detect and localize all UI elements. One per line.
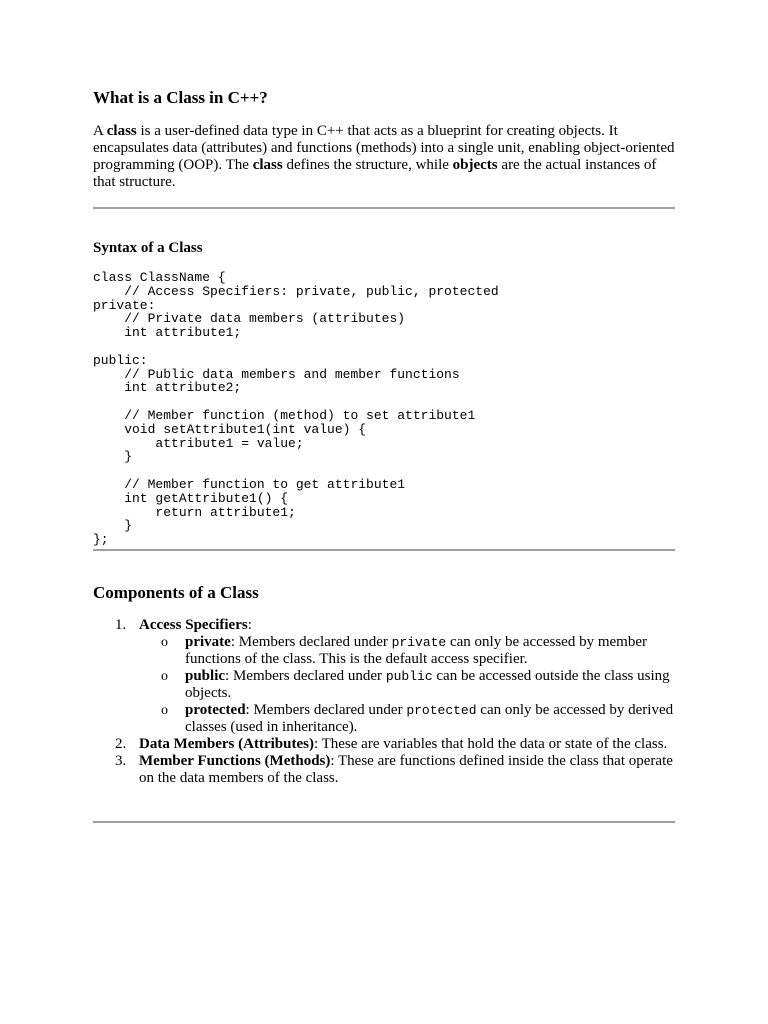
sub-item-term: protected: [185, 702, 246, 718]
list-item-term: Access Specifiers: [139, 617, 248, 633]
components-heading: Components of a Class: [93, 583, 259, 602]
divider-1: [93, 207, 675, 209]
sub-item-text: can only be accessed by member functions of the class. This is the default access specifier.: [185, 634, 647, 667]
inline-code: protected: [406, 703, 477, 718]
divider-3: [93, 821, 675, 823]
list-item-access-specifiers: [93, 617, 675, 634]
intro-bold-class-2: class: [252, 157, 283, 173]
circle-bullet-icon: o: [161, 635, 168, 650]
circle-bullet-icon: o: [161, 669, 168, 684]
page-title: What is a Class in C++?: [93, 88, 268, 107]
components-list: [93, 617, 675, 787]
intro-bold-class-1: class: [106, 123, 137, 139]
syntax-code-block: class ClassName { // Access Specifiers: private, public, protected private: // Private data members (attributes) int attribute1; public: // Public data members and member functions int attribute2; // Member function (method) to set attribute1 void setAttribute1(int value) { attribute1 = value; } // Member function to get attribute1 int getAttribute1() { return attribute1; } };: [93, 270, 499, 548]
sub-item-term: public: [185, 668, 226, 684]
list-number: 3.: [115, 753, 127, 769]
sub-item-public: [93, 668, 675, 702]
syntax-heading: Syntax of a Class: [93, 240, 203, 256]
intro-text-2: is a user-defined data type in C++ that acts as a blueprint for creating objects. It encapsulates data (attributes) and functions (methods) into a single unit, enabling object-oriented programming (OOP). The: [93, 123, 675, 173]
list-item-text: : These are functions defined inside the class that operate on the data members of the class.: [139, 753, 673, 786]
sub-item-protected: [93, 702, 675, 736]
divider-2: [93, 549, 675, 551]
inline-code: public: [385, 669, 433, 684]
list-item-term: Member Functions (Methods): [139, 753, 331, 769]
intro-text-4: are the actual instances of that structure.: [93, 157, 657, 190]
intro-bold-objects: objects: [452, 157, 498, 173]
sub-item-private: [93, 634, 675, 668]
sub-item-term: private: [185, 634, 231, 650]
list-item-term: Data Members (Attributes): [139, 736, 314, 752]
list-item-data-members: [93, 736, 675, 753]
sub-item-text: can be accessed outside the class using objects.: [185, 668, 670, 701]
list-item-text: :: [247, 617, 252, 633]
list-item-member-functions: [93, 753, 675, 787]
sub-item-text: : Members declared under: [225, 668, 386, 684]
circle-bullet-icon: o: [161, 703, 168, 718]
inline-code: private: [391, 635, 447, 650]
intro-text-1: A: [93, 123, 107, 139]
list-item-text: : These are variables that hold the data or state of the class.: [313, 736, 668, 752]
sub-item-text: : Members declared under: [245, 702, 407, 718]
intro-text-3: defines the structure, while: [282, 157, 453, 173]
list-number: 2.: [115, 736, 127, 752]
intro-paragraph: [93, 123, 675, 191]
sub-item-text: : Members declared under: [230, 634, 392, 650]
list-number: 1.: [115, 617, 127, 633]
sub-item-text: can only be accessed by derived classes (used in inheritance).: [185, 702, 674, 735]
